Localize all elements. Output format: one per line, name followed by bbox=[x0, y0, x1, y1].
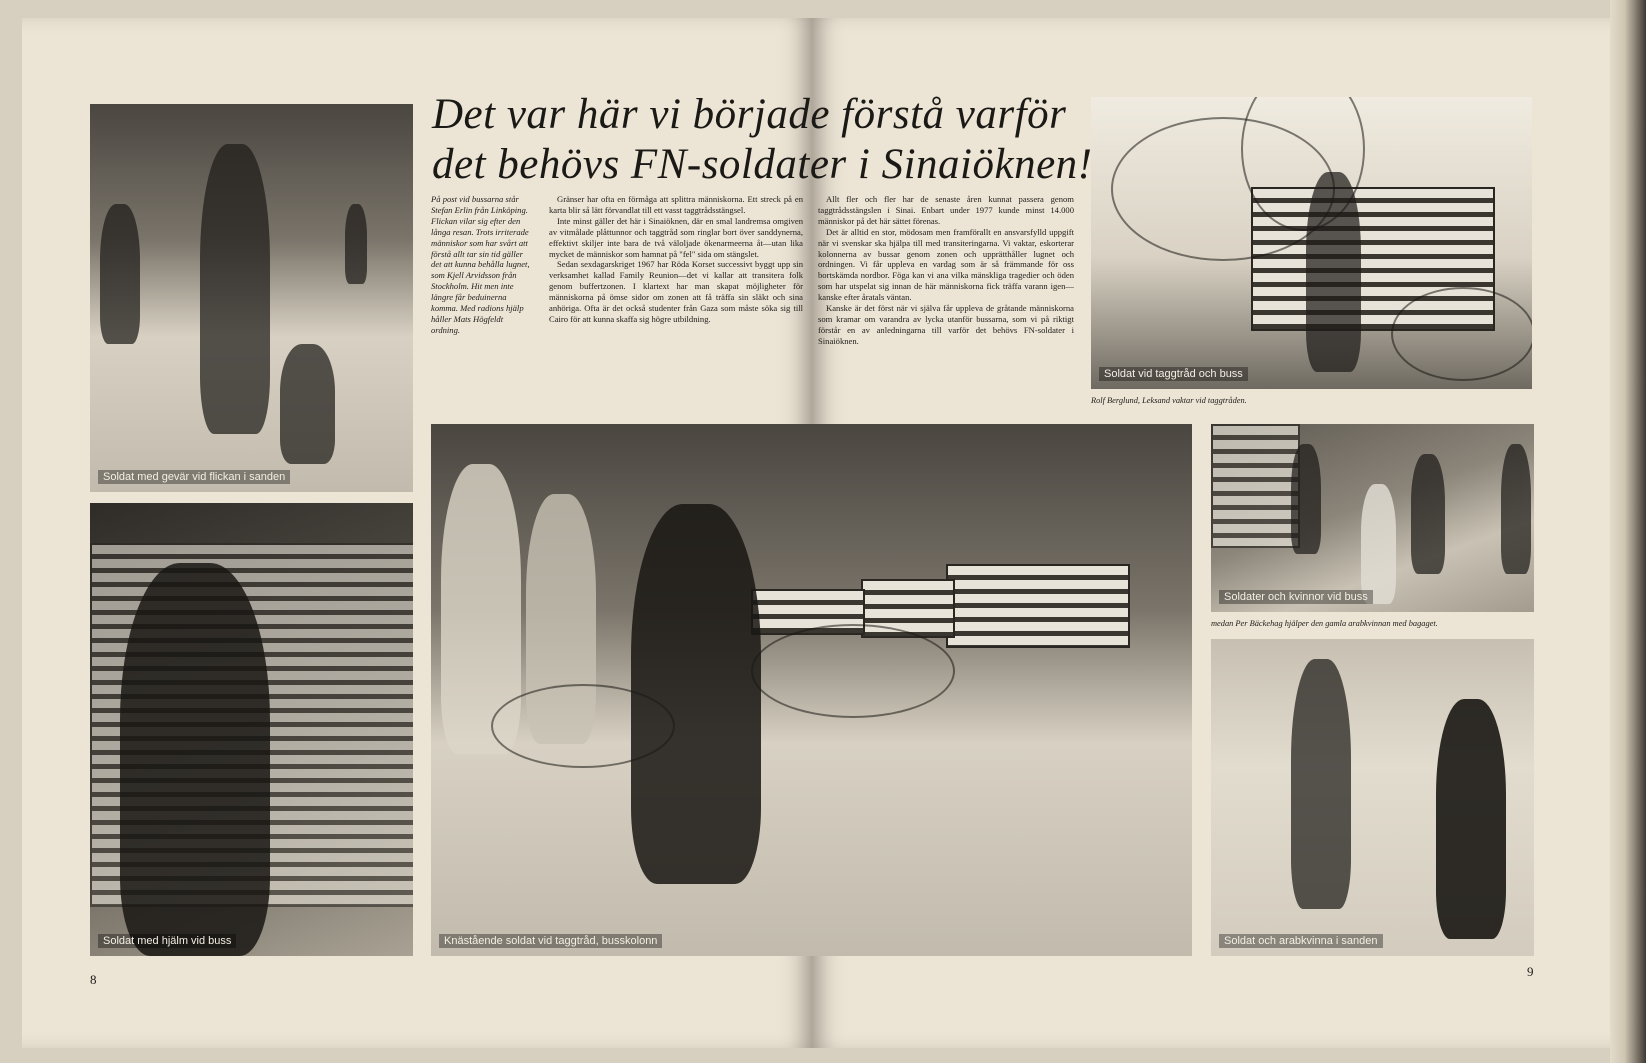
photo-barbed-wire bbox=[1091, 97, 1532, 389]
body-paragraph: Sedan sexdagarskriget 1967 har Röda Korset successivt byggt upp sin verksamhet kallad Family Reunion—det vi kallar att transitera folk genom buffertzonen. I klartext har man skapat möjligheter för människorna på ömse sidor om zonen att få träffa sin släkt och sina anhöriga. Ofta är det också studenter från Gaza som måste söka sig till Cairo för att kunna skaffa sig högre utbildning. bbox=[549, 259, 803, 324]
book-edge bbox=[1610, 0, 1646, 1063]
headline-line-1: Det var här vi började förstå varför bbox=[432, 91, 1067, 138]
photo-label: Soldat med hjälm vid buss bbox=[98, 934, 236, 948]
photo-soldier-girl bbox=[90, 104, 413, 492]
body-paragraph: Kanske är det först när vi själva får uppleva de gråtande människorna som kramar om varandra av lycka utanför bussarna, som vi på riktigt förstår en av anledningarna till varför det behövs FN-soldater i Sinaiöknen. bbox=[818, 303, 1074, 346]
photo-label: Soldat och arabkvinna i sanden bbox=[1219, 934, 1383, 948]
photo-soldiers-women bbox=[1211, 424, 1534, 612]
page-number-left: 8 bbox=[90, 972, 97, 987]
page-number-right: 9 bbox=[1527, 964, 1534, 979]
body-paragraph: Det är alltid en stor, mödosam men framförallt en ansvarsfylld uppgift när vi svenskar ska hjälpa till med transiteringarna. Vi vaktar, eskorterar kolonnerna av bussar genom zonen och upprätthåller lugnet och ordningen. Vi får uppleva en vardag som är så främmande för oss bortskämda nordbor. Föga kan vi ana vilka mänskliga tragedier och öden som har utspelat sig innan de här människorna fick träffa varann igen—kanske efter åratals väntan. bbox=[818, 226, 1074, 303]
intro-caption: På post vid bussarna står Stefan Erlin från Linköping. Flickan vilar sig efter den långa resan. Trots irriterade människor som har svårt att förstå allt tar sin tid gäller det att kunna behålla lugnet, som Kjell Arvidsson från Stockholm. Hit men inte längre får beduinerna komma. Med radions hjälp håller Mats Högfeldt ordning. bbox=[431, 194, 530, 335]
photo-label: Soldater och kvinnor vid buss bbox=[1219, 590, 1373, 604]
headline-line-2: det behövs FN-soldater i Sinaiöknen! bbox=[432, 141, 1093, 188]
caption-barbed-wire: Rolf Berglund, Leksand vaktar vid taggtråden. bbox=[1091, 396, 1247, 405]
photo-label: Soldat med gevär vid flickan i sanden bbox=[98, 470, 290, 484]
body-column-1 bbox=[549, 194, 803, 325]
photo-soldier-bus bbox=[90, 503, 413, 956]
body-column-2 bbox=[818, 194, 1074, 347]
body-paragraph: Allt fler och fler har de senaste åren kunnat passera genom taggtrådsstängslen i Sinai. Enbart under 1977 kunde minst 14.000 människor på det här sättet förenas. bbox=[818, 194, 1074, 226]
photo-kneeling-soldier bbox=[431, 424, 1192, 956]
caption-helper: medan Per Bäckehag hjälper den gamla arabkvinnan med bagaget. bbox=[1211, 619, 1438, 628]
body-paragraph: Gränser har ofta en förmåga att splittra människorna. Ett streck på en karta blir så lätt förvandlat till ett vasst taggtrådsstängsel. bbox=[549, 194, 803, 215]
photo-soldier-arab-woman bbox=[1211, 639, 1534, 956]
headline bbox=[432, 90, 1092, 190]
body-paragraph: Inte minst gäller det här i Sinaiöknen, där en smal landremsa omgiven av vitmålade plåttunnor och taggtråd som ringlar bort över sanddynerna, effektivt skiljer inte bara de två väloljade ökenarmeerna åt—utan lika mycket de människor som hamnat på "fel" sida om stängslet. bbox=[549, 215, 803, 259]
photo-label: Knästående soldat vid taggtråd, busskolonn bbox=[439, 934, 662, 948]
photo-label: Soldat vid taggtråd och buss bbox=[1099, 367, 1248, 381]
